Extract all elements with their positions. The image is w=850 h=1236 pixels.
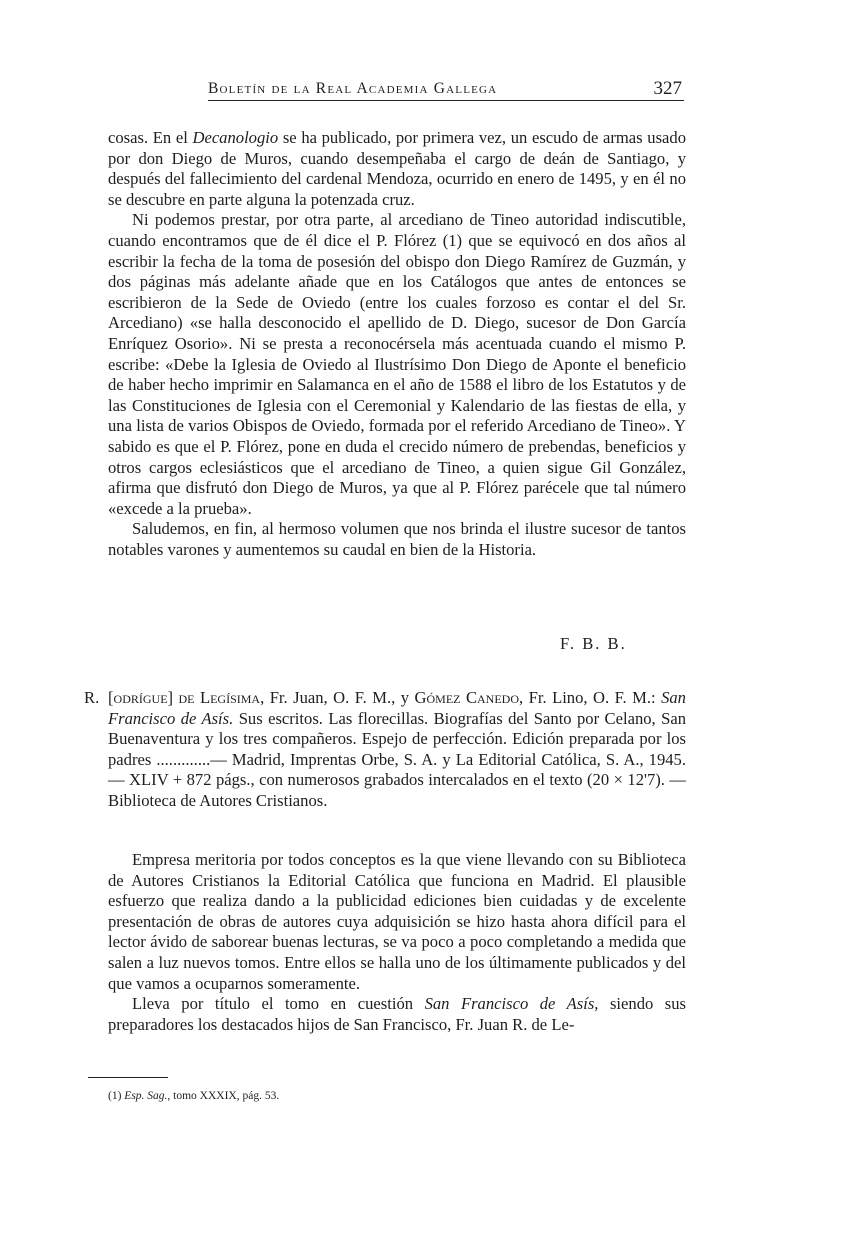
text-run: Lleva por título el tomo en cuestión — [132, 994, 425, 1014]
reviewer-signature: F. B. B. — [560, 634, 627, 653]
paragraph: Ni podemos prestar, por otra parte, al arcediano de Tineo autoridad indiscutible, cuando encontramos que de él dice el P. Flórez (1) que se equivocó en dos años al escribir la fecha de la toma de posesión del obispo don Diego Ramírez de Guzmán, y dos páginas más adelante añade que en los Catálogos que antes de entonces se escribieron de la Sede de Oviedo (entre los cuales forzoso es contar el del Sr. Arcediano) «se halla desconocido el apellido de D. Diego, sucesor de Don García Enríquez Osorio». Ni se presta a reconocérsela más acentuada cuando el mismo P. escribe: «Debe la Iglesia de Oviedo al Ilustrísimo Don Diego de Aponte el beneficio de haber hecho imprimir en Salamanca en el año de 1588 el libro de los Estatutos y de las Constituciones de Iglesia con el Ceremonial y Kalendario de las fiestas de ella, y una lista de varios Obispos de Oviedo, formada por el referido Arcediano de Tineo». Y sabido es que el P. Flórez, pone en duda el crecido número de prebendas, beneficios y otros cargos eclesiásticos que el arcediano de Tineo, a quien sigue Gil González, afirma que disfrutó don Diego de Muros, ya que al P. Flórez parécele que tal número «excede a la prueba». — [108, 210, 686, 518]
publication-details: Sus escritos. Las florecillas. Biografías del Santo por Celano, San Buenaventura y los tres compañeros. Espejo de perfección. Edición preparada por los padres .............— Madrid, Imprentas Orbe, S. A. y La Editorial Católica, S. A., 1945. — XLIV + 872 págs., con numerosos grabados intercalados en el texto (20 × 12'7). — Biblioteca de Autores Cristianos. — [108, 708, 686, 810]
text-run: , Fr. Juan, O. F. M., y — [260, 688, 415, 707]
bibliographic-entry — [84, 688, 686, 810]
footnote-rule — [88, 1077, 168, 1078]
book-title: San Francisco de Asís, — [424, 994, 599, 1014]
footnote-source: Esp. Sag. — [124, 1090, 168, 1102]
review-text-continued — [108, 128, 686, 560]
paragraph — [108, 128, 686, 210]
book-title: San Francisco de Asís. — [108, 688, 686, 728]
author-name: [odrígue] de Legísima — [108, 688, 261, 707]
footnote-marker: (1) — [108, 1090, 122, 1102]
paragraph: Saludemos, en fin, al hermoso volumen que nos brinda el ilustre sucesor de tantos notables varones y aumentemos su caudal en bien de la Historia. — [108, 519, 686, 559]
page-number: 327 — [653, 78, 682, 99]
footnote-text: , tomo XXXIX, pág. 53. — [167, 1090, 280, 1102]
journal-title: Boletín de la Real Academia Gallega — [208, 80, 498, 97]
header-rule — [208, 100, 684, 101]
entry-marker: R. — [84, 688, 100, 707]
book-title: Decanologio — [192, 128, 279, 147]
author-name: Gómez Canedo — [414, 688, 520, 707]
text-run: se ha publicado, por primera vez, un escudo de armas usado por don Diego de Muros, cuando desempeñaba el cargo de deán de Santiago, y después del fallecimiento del cardenal Mendoza, ocurrido en enero de 1495, y en él no se descubre en parte alguna la potenzada cruz. — [108, 128, 686, 209]
running-header — [208, 76, 684, 100]
text-run: cosas. En el — [108, 128, 193, 147]
text-run: siendo sus preparadores los destacados hijos de San Francisco, Fr. Juan R. de Le- — [108, 994, 687, 1034]
footnote — [108, 1090, 279, 1102]
text-run: , Fr. Lino, O. F. M.: — [519, 688, 662, 707]
entry-citation — [108, 688, 686, 812]
review-text — [108, 850, 686, 1035]
paragraph — [108, 994, 686, 1035]
paragraph: Empresa meritoria por todos conceptos es la que viene llevando con su Biblioteca de Autores Cristianos la Editorial Católica que funciona en Madrid. El plausible esfuerzo que realiza dando a la publicidad ediciones bien cuidadas y de excelente presentación de obras de autores cuya adquisición se hizo hasta ahora difícil para el lector ávido de saborear buenas lecturas, se va poco a poco completando a medida que salen a luz nuevos tomos. Entre ellos se halla uno de los últimamente publicados y del que vamos a ocuparnos someramente. — [108, 850, 686, 993]
